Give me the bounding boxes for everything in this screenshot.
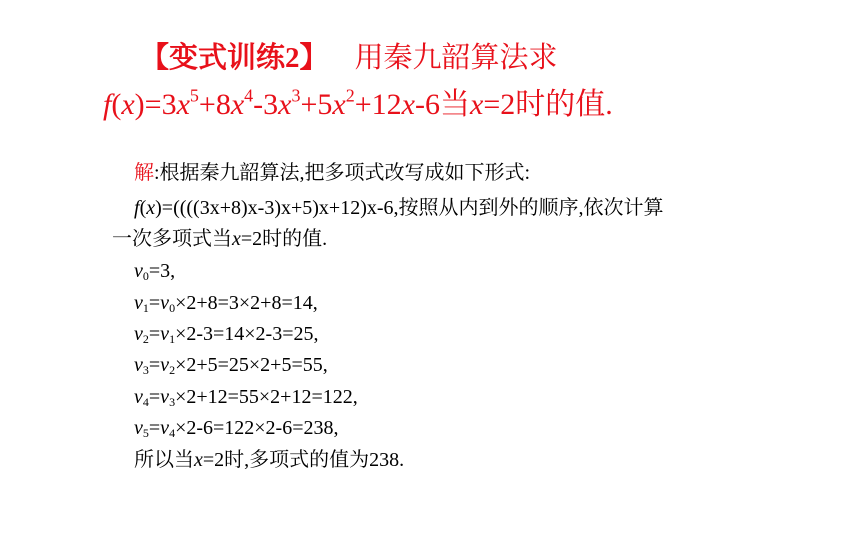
problem-title bbox=[140, 38, 558, 78]
step-v0: $v_0=3$, bbox=[134, 260, 176, 283]
problem-tag: 【变式训练2】 bbox=[140, 42, 329, 74]
step-v5: $v_5=v_4\times 2-6=122\times 2-6=238$, bbox=[134, 417, 339, 440]
nested-form: f(x)=((((3x+8)x-3)x+5)x+12)x-6,按照从内到外的顺序,依次计算 bbox=[134, 197, 664, 219]
step-v3: $v_3=v_2\times 2+5=25\times 2+5=55$, bbox=[134, 354, 328, 377]
step-v1: $v_1=v_0\times 2+8=3\times 2+8=14$, bbox=[134, 292, 318, 315]
polynomial-expression: $f(x)=3x^5+8x^4-3x^3+5x^2+12x-6$当x=2时的值. bbox=[103, 85, 613, 121]
solution-label: 解 bbox=[134, 162, 154, 184]
conclusion: 所以当x=2时,多项式的值为238. bbox=[134, 449, 405, 471]
solution-intro: 解:根据秦九韶算法,把多项式改写成如下形式: bbox=[134, 162, 531, 184]
step-v4: $v_4=v_3\times 2+12=55\times 2+12=122$, bbox=[134, 386, 358, 409]
nested-form-continued: 一次多项式当x=2时的值. bbox=[112, 228, 328, 250]
step-v2: $v_2=v_1\times 2-3=14\times 2-3=25$, bbox=[134, 323, 319, 346]
problem-statement: 用秦九韶算法求 bbox=[354, 42, 558, 74]
